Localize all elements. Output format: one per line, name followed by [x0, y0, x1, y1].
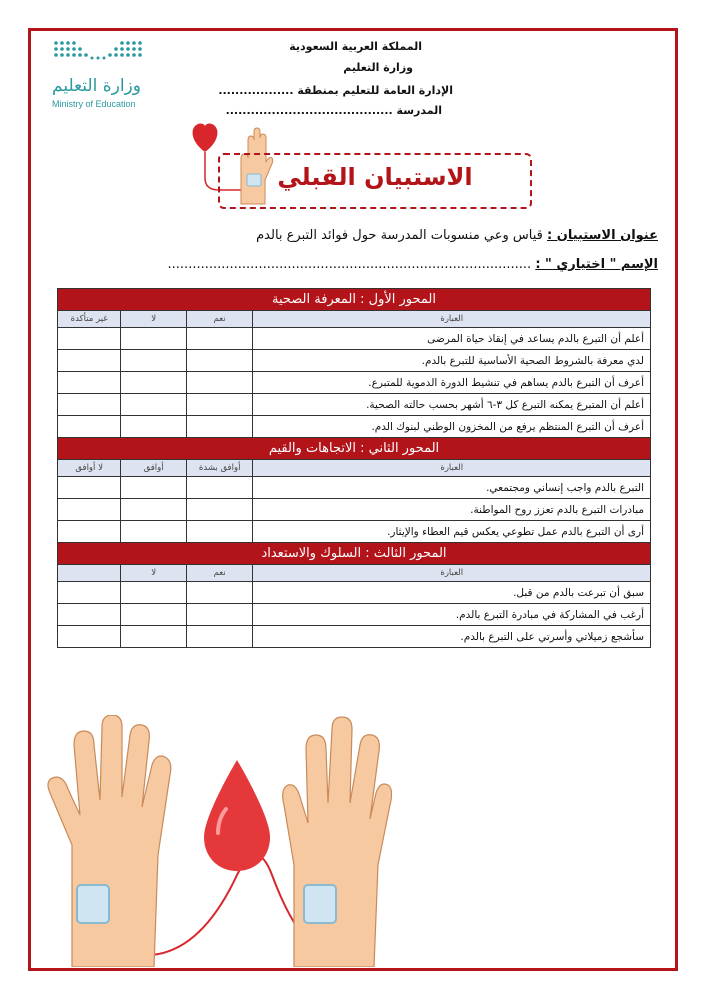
statement-cell: أعرف أن التبرع بالدم يساهم في تنشيط الدورة الدموية للمتبرع. — [253, 372, 651, 394]
table-row — [58, 328, 651, 350]
answer-cell[interactable] — [121, 626, 187, 648]
section3-column-headers — [58, 565, 651, 582]
statement-cell: مبادرات التبرع بالدم تعزز روح المواطنة. — [253, 499, 651, 521]
ministry-logo-icon — [52, 40, 146, 62]
answer-cell[interactable] — [186, 604, 253, 626]
answer-cell[interactable] — [121, 582, 187, 604]
answer-cell[interactable] — [186, 582, 253, 604]
answer-cell[interactable] — [58, 604, 121, 626]
statement-cell: أعلم أن المتبرع يمكنه التبرع كل ٣-٦ أشهر بحسب حالته الصحية. — [253, 394, 651, 416]
column-header: العبارة — [253, 565, 651, 582]
answer-cell[interactable] — [58, 626, 121, 648]
survey-subject — [256, 228, 658, 243]
table-row — [58, 582, 651, 604]
statement-cell: التبرع بالدم واجب إنساني ومجتمعي. — [253, 477, 651, 499]
answer-cell[interactable] — [121, 350, 187, 372]
table-row — [58, 604, 651, 626]
section2-column-headers — [58, 460, 651, 477]
table-row — [58, 372, 651, 394]
answer-cell[interactable] — [121, 394, 187, 416]
section2-header-row — [58, 438, 651, 460]
answer-cell[interactable] — [58, 499, 121, 521]
answer-cell[interactable] — [121, 416, 187, 438]
answer-cell[interactable] — [58, 582, 121, 604]
survey-name-label: الإسم " اختياري " : — [535, 257, 658, 272]
answer-cell[interactable] — [121, 372, 187, 394]
blood-drop-icon — [204, 760, 270, 871]
title-frame — [218, 153, 532, 209]
answer-cell[interactable] — [186, 372, 253, 394]
survey-name-field[interactable]: ........................................................................................ — [167, 257, 536, 272]
answer-cell[interactable] — [186, 416, 253, 438]
header-kingdom: المملكة العربية السعودية — [289, 40, 422, 53]
section3-title: المحور الثالث : السلوك والاستعداد — [58, 543, 651, 565]
answer-cell[interactable] — [58, 328, 121, 350]
column-header: نعم — [186, 311, 253, 328]
survey-subject-label: عنوان الاستبيان : — [547, 228, 658, 243]
statement-cell: لدي معرفة بالشروط الصحية الأساسية للتبرع بالدم. — [253, 350, 651, 372]
page-title: الاستبيان القبلي — [277, 163, 473, 191]
answer-cell[interactable] — [58, 477, 121, 499]
column-header: لا أوافق — [58, 460, 121, 477]
statement-cell: أعلم أن التبرع بالدم يساعد في إنقاذ حياة المرضى — [253, 328, 651, 350]
answer-cell[interactable] — [58, 521, 121, 543]
column-header: لا — [121, 311, 187, 328]
answer-cell[interactable] — [121, 499, 187, 521]
answer-cell[interactable] — [186, 521, 253, 543]
logo-english-text: Ministry of Education — [52, 99, 136, 109]
column-header: العبارة — [253, 311, 651, 328]
answer-cell[interactable] — [58, 416, 121, 438]
answer-cell[interactable] — [186, 626, 253, 648]
answer-cell[interactable] — [186, 394, 253, 416]
header-ministry: وزارة التعليم — [343, 61, 413, 74]
table-row — [58, 477, 651, 499]
statement-cell: سأشجع زميلاتي وأسرتي على التبرع بالدم. — [253, 626, 651, 648]
answer-cell[interactable] — [121, 604, 187, 626]
section3-header-row — [58, 543, 651, 565]
answer-cell[interactable] — [58, 394, 121, 416]
answer-cell[interactable] — [186, 499, 253, 521]
right-hand-icon — [283, 717, 392, 967]
survey-subject-value: قياس وعي منسوبات المدرسة حول فوائد التبرع بالدم — [256, 228, 548, 243]
column-header: غير متأكدة — [58, 311, 121, 328]
header-school: المدرسة ........................................ — [225, 104, 442, 117]
answer-cell[interactable] — [121, 521, 187, 543]
left-hand-icon — [48, 715, 171, 967]
answer-cell[interactable] — [121, 477, 187, 499]
column-header: أوافق — [121, 460, 187, 477]
questionnaire-table — [57, 288, 651, 648]
statement-cell: أعرف أن التبرع المنتظم يرفع من المخزون الوطني لبنوك الدم. — [253, 416, 651, 438]
column-header: لا — [121, 565, 187, 582]
answer-cell[interactable] — [186, 350, 253, 372]
column-header: العبارة — [253, 460, 651, 477]
survey-name — [168, 257, 658, 272]
column-header — [58, 565, 121, 582]
answer-cell[interactable] — [58, 372, 121, 394]
answer-cell[interactable] — [121, 328, 187, 350]
section1-header-row — [58, 289, 651, 311]
statement-cell: أرى أن التبرع بالدم عمل تطوعي يعكس قيم العطاء والإيثار. — [253, 521, 651, 543]
answer-cell[interactable] — [58, 350, 121, 372]
heart-icon — [193, 123, 218, 152]
answer-cell[interactable] — [186, 328, 253, 350]
answer-cell[interactable] — [186, 477, 253, 499]
statement-cell: سبق أن تبرعت بالدم من قبل. — [253, 582, 651, 604]
section1-title: المحور الأول : المعرفة الصحية — [58, 289, 651, 311]
table-row — [58, 416, 651, 438]
column-header: أوافق بشدة — [186, 460, 253, 477]
table-row — [58, 521, 651, 543]
column-header: نعم — [186, 565, 253, 582]
table-row — [58, 394, 651, 416]
table-row — [58, 499, 651, 521]
blood-donation-illustration — [32, 715, 392, 967]
statement-cell: أرغب في المشاركة في مبادرة التبرع بالدم. — [253, 604, 651, 626]
section1-column-headers — [58, 311, 651, 328]
logo-arabic-text: وزارة التعليم — [52, 76, 141, 96]
header-administration: الإدارة العامة للتعليم بمنطقة .................. — [218, 84, 453, 97]
table-row — [58, 350, 651, 372]
section2-title: المحور الثاني : الاتجاهات والقيم — [58, 438, 651, 460]
table-row — [58, 626, 651, 648]
